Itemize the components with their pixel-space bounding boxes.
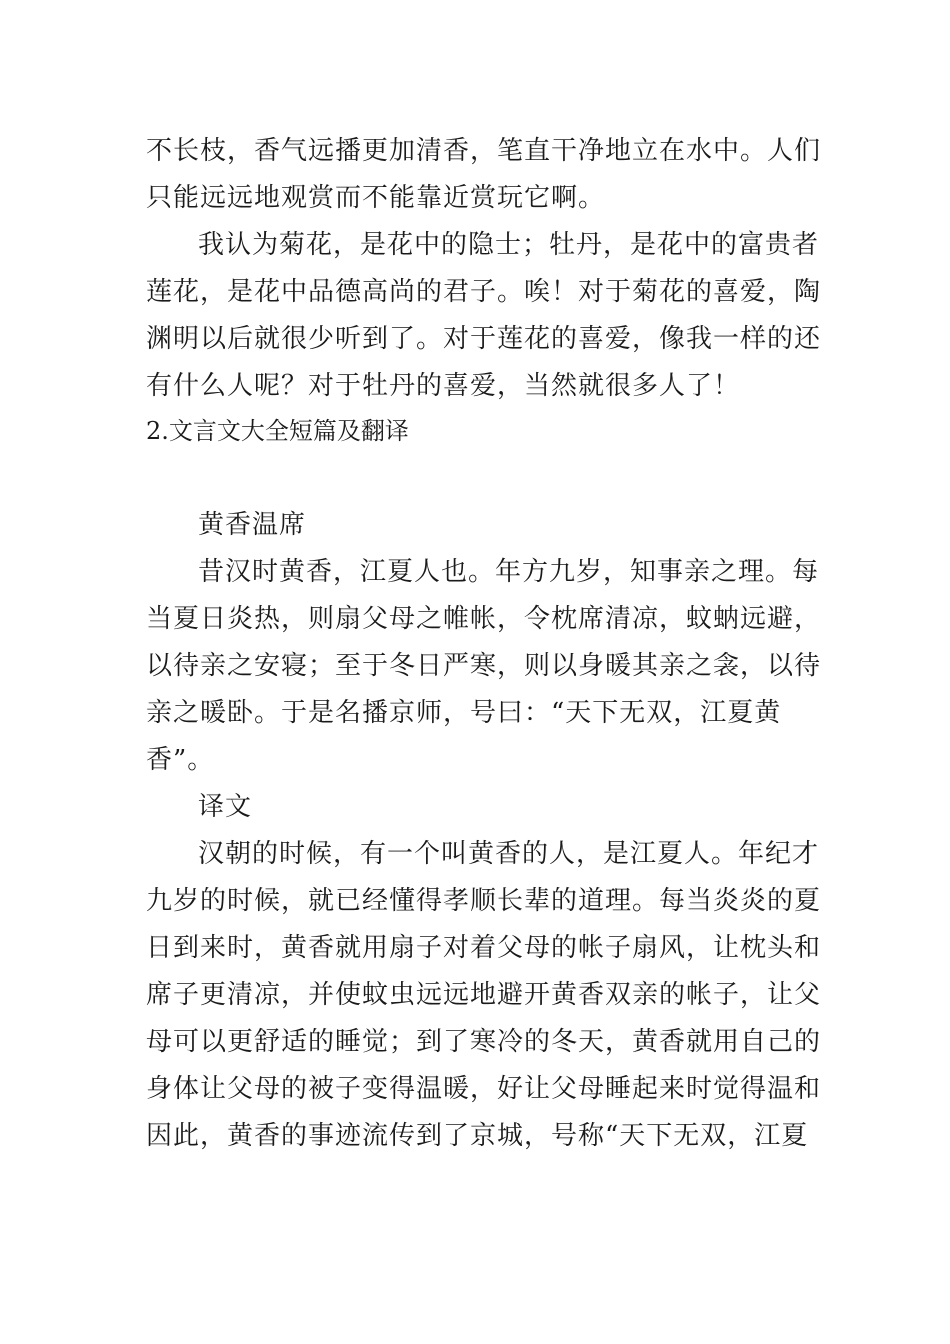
paragraph-classical-text (146, 549, 822, 784)
text-line: 汉朝的时候，有一个叫黄香的人，是江夏人。年纪才 (198, 839, 820, 869)
text-line: 不长枝，香气远播更加清香，笔直干净地立在水中。人们 (146, 136, 822, 166)
text-line: 身体让父母的被子变得温暖，好让父母睡起来时觉得温和 (146, 1074, 822, 1104)
text-line: 席子更清凉，并使蚊虫远远地避开黄香双亲的帐子，让父 (146, 980, 822, 1010)
text-line: 因此，黄香的事迹流传到了京城，号称“天下无双，江夏 (146, 1121, 809, 1151)
paragraph-translation (146, 831, 822, 1160)
story-title: 黄香温席 (198, 510, 307, 540)
section-heading: 2.文言文大全短篇及翻译 (146, 417, 409, 445)
text-line: 亲之暖卧。于是名播京师，号曰：“天下无双，江夏黄 (146, 698, 782, 728)
text-line: 以待亲之安寝；至于冬日严寒，则以身暖其亲之衾，以待 (146, 651, 822, 681)
paragraph-lotus-end (146, 128, 822, 222)
spacer (146, 452, 808, 502)
translation-label: 译文 (198, 792, 253, 822)
text-line: 香”。 (146, 745, 215, 775)
text-line: 母可以更舒适的睡觉；到了寒冷的冬天，黄香就用自己的 (146, 1027, 822, 1057)
text-line: 我认为菊花，是花中的隐士；牡丹，是花中的富贵者 (198, 230, 820, 260)
document-page (146, 128, 822, 1160)
text-line: 只能远远地观赏而不能靠近赏玩它啊。 (146, 183, 606, 213)
paragraph-flower-comparison (146, 222, 822, 410)
text-line: 昔汉时黄香，江夏人也。年方九岁，知事亲之理。每 (198, 557, 820, 587)
text-line: 有什么人呢？对于牡丹的喜爱，当然就很多人了！ (146, 371, 741, 401)
text-line: 日到来时，黄香就用扇子对着父母的帐子扇风，让枕头和 (146, 933, 822, 963)
text-line: 莲花，是花中品德高尚的君子。唉！对于菊花的喜爱，陶 (146, 277, 822, 307)
text-line: 九岁的时候，就已经懂得孝顺长辈的道理。每当炎炎的夏 (146, 886, 822, 916)
text-line: 渊明以后就很少听到了。对于莲花的喜爱，像我一样的还 (146, 324, 822, 354)
text-line: 当夏日炎热，则扇父母之帷帐，令枕席清凉，蚊蚋远避， (146, 604, 822, 634)
